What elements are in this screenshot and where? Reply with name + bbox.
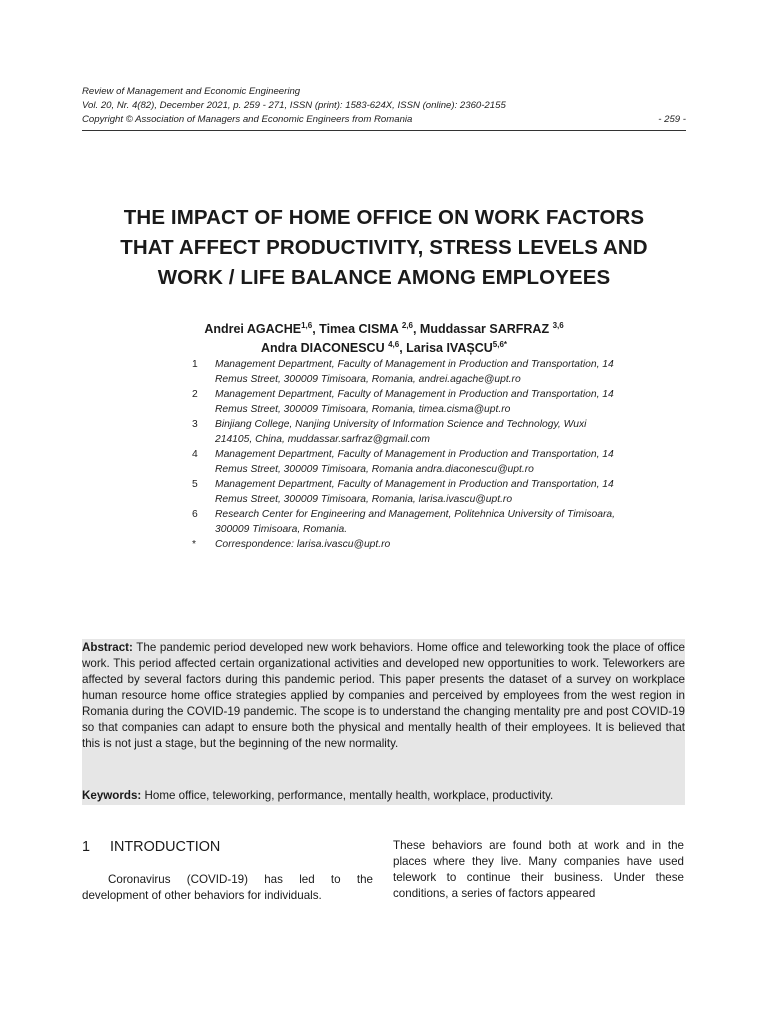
copyright-row <box>82 113 686 127</box>
affiliation-text: Management Department, Faculty of Management in Production and Transportation, 14 Remus Street, 300009 Timisoara, Romania, timea.cisma@upt.ro <box>215 389 614 415</box>
paper-title <box>60 203 708 293</box>
affiliation-text: Management Department, Faculty of Management in Production and Transportation, 14 Remus Street, 300009 Timisoara, Romania andra.diaconescu@upt.ro <box>215 449 614 475</box>
header-divider <box>82 130 686 131</box>
author-name: Andrei AGACHE <box>204 322 302 336</box>
journal-name: Review of Management and Economic Engineering <box>82 86 301 97</box>
title-line-3: WORK / LIFE BALANCE AMONG EMPLOYEES <box>157 266 611 289</box>
body-paragraph-right: These behaviors are found both at work and in the places where they live. Many companies have used telework to continue their business. Under these conditions, a series of factors appeared <box>393 839 684 900</box>
affiliation-number: 5 <box>192 479 198 490</box>
affiliation-number: * <box>192 539 197 550</box>
affiliation-text: Management Department, Faculty of Management in Production and Transportation, 14 Remus Street, 300009 Timisoara, Romania, andrei.agache@upt.ro <box>215 359 614 385</box>
volume-info: Vol. 20, Nr. 4(82), December 2021, p. 259 - 271, ISSN (print): 1583-624X, ISSN (online): 2360-2155 <box>82 100 506 111</box>
affiliation-text: Correspondence: larisa.ivascu@upt.ro <box>215 539 391 550</box>
author-affiliation-marker: 2,6 <box>401 321 413 330</box>
author-affiliation-marker: 5,6* <box>492 340 507 349</box>
author-list <box>100 320 668 358</box>
affiliation-text: Management Department, Faculty of Management in Production and Transportation, 14 Remus Street, 300009 Timisoara, Romania, larisa.ivascu@upt.ro <box>215 479 614 505</box>
affiliation-item <box>186 417 626 447</box>
title-line-1: THE IMPACT OF HOME OFFICE ON WORK FACTORS <box>123 206 645 229</box>
keywords <box>82 788 685 804</box>
affiliation-item <box>186 537 626 552</box>
affiliation-number: 3 <box>192 419 198 430</box>
author-affiliation-marker: 3,6 <box>552 321 564 330</box>
section-title: INTRODUCTION <box>110 839 221 855</box>
abstract-text: The pandemic period developed new work behaviors. Home office and teleworking took the place of office work. This period affected certain organizational activities and developed new opportunities to work. Teleworkers are affected by several factors during this pandemic period. This paper presents the dataset of a survey on workplace human resource home office strategies applied by companies and perceived by employees from the west region in Romania during the COVID-19 pandemic. The scope is to understand the changing mentality pre and post COVID-19 so that companies can adapt to ensure both the physical and mentally health of their employees. It is believed that this is not just a stage, but the beginning of the new normality. <box>82 641 685 750</box>
keywords-text: Home office, teleworking, performance, mentally health, workplace, productivity. <box>141 789 554 802</box>
author-name: Larisa IVAȘCU <box>406 341 493 355</box>
body-paragraph-left: Coronavirus (COVID-19) has led to the development of other behaviors for individuals. <box>82 873 373 902</box>
author-affiliation-marker: 1,6 <box>301 321 313 330</box>
copyright-notice: Copyright © Association of Managers and Economic Engineers from Romania <box>82 114 413 125</box>
abstract <box>82 640 685 752</box>
affiliation-number: 4 <box>192 449 198 460</box>
keywords-label: Keywords: <box>82 789 142 802</box>
affiliation-number: 1 <box>192 359 198 370</box>
affiliation-item <box>186 447 626 477</box>
title-line-2: THAT AFFECT PRODUCTIVITY, STRESS LEVELS AND <box>120 236 648 259</box>
author-line-2: Andra DIACONESCU $^{4,6}$, Larisa $IVAȘCU^{5,6*}$ <box>260 340 507 355</box>
affiliation-text: Research Center for Engineering and Management, Politehnica University of Timisoara, 300009 Timisoara, Romania. <box>215 509 615 535</box>
abstract-label: Abstract: <box>82 641 133 654</box>
author-name: Andra DIACONESCU <box>260 341 389 355</box>
affiliation-item <box>186 477 626 507</box>
author-line-1: Andrei AGACHE$^{1,6}$, Timea CISMA $^{2,6}$, Muddassar SARFRAZ $^{3,6}$ <box>204 321 564 336</box>
affiliation-item <box>186 507 626 537</box>
page-number: - 259 - <box>658 114 686 125</box>
journal-header <box>82 85 686 127</box>
affiliation-number: 2 <box>192 389 198 400</box>
section-number: 1 <box>82 839 91 855</box>
author-affiliation-marker: 4,6 <box>388 340 400 349</box>
affiliation-text: Binjiang College, Nanjing University of Information Science and Technology, Wuxi 214105, China, muddassar.sarfraz@gmail.com <box>215 419 587 445</box>
affiliation-number: 6 <box>192 509 198 520</box>
author-name: Muddassar SARFRAZ <box>419 322 553 336</box>
affiliation-item <box>186 387 626 417</box>
section-heading <box>82 838 220 856</box>
author-name: Timea CISMA <box>319 322 402 336</box>
affiliation-list <box>186 357 626 552</box>
affiliation-item <box>186 357 626 387</box>
